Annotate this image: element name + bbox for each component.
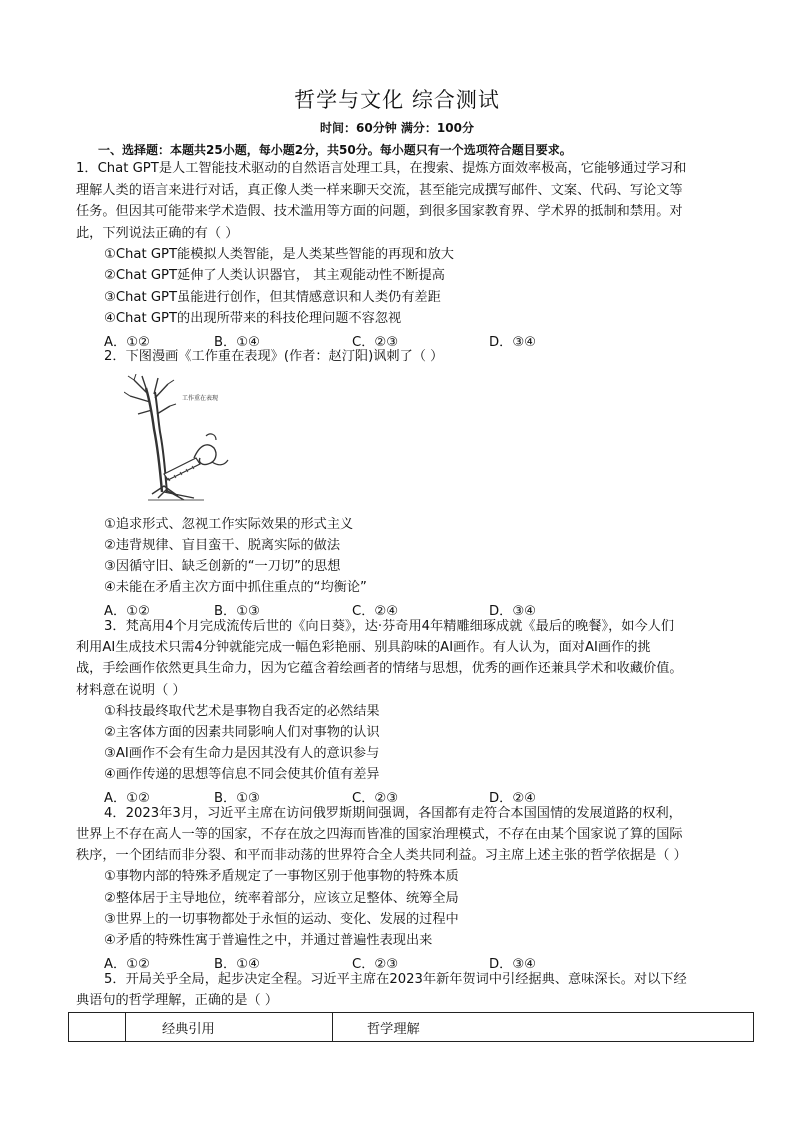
- q3-item: ①科技最终取代艺术是事物自我否定的必然结果: [104, 704, 380, 719]
- section-heading: 一、选择题：本题共25小题，每小题2分，共50分。每小题只有一个选项符合题目要求。: [98, 143, 572, 157]
- table-header-cell: [69, 1013, 126, 1042]
- q4-option-c: C．②③: [352, 957, 399, 972]
- q3-stem-line: 战，手绘画作依然更具生命力，因为它蕴含着绘画者的情绪与思想，优秀的画作还兼具学术和收藏价值。: [76, 661, 683, 676]
- cartoon-drawing: [124, 374, 254, 504]
- q3-stem-line: 利用AI生成技术只需4分钟就能完成一幅色彩艳丽、别具韵味的AI画作。有人认为，面对AI画作的挑: [76, 640, 651, 655]
- q4-stem-line: 秩序，一个团结而非分裂、和平而非动荡的世界符合全人类共同利益。习主席上述主张的哲学依据是（ ）: [76, 848, 687, 863]
- q4-item: ②整体居于主导地位，统率着部分，应该立足整体、统筹全局: [104, 891, 459, 906]
- q1-item: ④Chat GPT的出现所带来的科技伦理问题不容忽视: [104, 311, 402, 326]
- q3-option-b: B．①③: [214, 791, 260, 806]
- q1-stem-line: 任务。但因其可能带来学术造假、技术滥用等方面的问题，到很多国家教育界、学术界的抵制和禁用。对: [76, 204, 683, 219]
- q2-option-a: A．①②: [104, 604, 150, 619]
- table-header-row: [69, 1013, 754, 1042]
- page-title: 哲学与文化 综合测试: [294, 88, 500, 112]
- q3-item: ④画作传递的思想等信息不同会使其价值有差异: [104, 767, 380, 782]
- q2-item: ①追求形式、忽视工作实际效果的形式主义: [104, 517, 354, 532]
- q1-stem-line: 1．Chat GPT是人工智能技术驱动的自然语言处理工具，在搜索、提炼方面效率极高，它能够通过学习和: [76, 161, 687, 176]
- q5-stem-line: 5．开局关乎全局，起步决定全程。习近平主席在2023年新年贺词中引经据典、意味深长。对以下经: [104, 972, 687, 987]
- q4-option-a: A．①②: [104, 957, 150, 972]
- q2-stem: 2．下图漫画《工作重在表现》(作者：赵汀阳)讽刺了（ ）: [104, 349, 444, 364]
- q3-option-d: D．②④: [489, 791, 536, 806]
- q1-item: ①Chat GPT能模拟人类智能，是人类某些智能的再现和放大: [104, 247, 454, 262]
- q3-option-a: A．①②: [104, 791, 150, 806]
- q3-stem-line: 材料意在说明（ ）: [76, 683, 186, 698]
- q3-option-c: C．②③: [352, 791, 399, 806]
- q1-item: ②Chat GPT延伸了人类认识器官， 其主观能动性不断提高: [104, 268, 445, 283]
- q2-option-d: D．③④: [489, 604, 536, 619]
- cartoon-caption: 工作重在表现: [182, 395, 219, 402]
- q4-item: ④矛盾的特殊性寓于普遍性之中，并通过普遍性表现出来: [104, 933, 433, 948]
- q3-item: ③AI画作不会有生命力是因其没有人的意识参与: [104, 746, 380, 761]
- q1-option-a: A．①②: [104, 335, 150, 350]
- q5-table: [68, 1012, 754, 1042]
- q1-option-b: B．①④: [214, 335, 260, 350]
- table-header-cell: 哲学理解: [333, 1013, 754, 1042]
- q2-item: ④未能在矛盾主次方面中抓住重点的“均衡论”: [104, 580, 367, 595]
- q2-item: ②违背规律、盲目蛮干、脱离实际的做法: [104, 538, 341, 553]
- q2-option-b: B．①③: [214, 604, 260, 619]
- q1-stem-line: 此，下列说法正确的有（ ）: [76, 226, 239, 241]
- q4-item: ①事物内部的特殊矛盾规定了一事物区别于他事物的特殊本质: [104, 869, 459, 884]
- q2-item: ③因循守旧、缺乏创新的“一刀切”的思想: [104, 559, 341, 574]
- q1-item: ③Chat GPT虽能进行创作，但其情感意识和人类仍有差距: [104, 290, 441, 305]
- q4-item: ③世界上的一切事物都处于永恒的运动、变化、发展的过程中: [104, 912, 459, 927]
- q4-stem-line: 世界上不存在高人一等的国家，不存在放之四海而皆准的国家治理模式，不存在由某个国家说了算的国际: [76, 827, 683, 842]
- table-header-cell: 经典引用: [126, 1013, 333, 1042]
- q1-option-c: C．②③: [352, 335, 399, 350]
- q5-stem-line: 典语句的哲学理解，正确的是（ ）: [76, 993, 279, 1008]
- q4-option-b: B．①④: [214, 957, 260, 972]
- exam-meta: 时间：60分钟 满分：100分: [320, 121, 474, 135]
- q1-option-d: D．③④: [489, 335, 536, 350]
- q3-stem-line: 3．梵高用4个月完成流传后世的《向日葵》，达·芬奇用4年精雕细琢成就《最后的晚餐》，如今人们: [104, 619, 675, 634]
- q3-item: ②主客体方面的因素共同影响人们对事物的认识: [104, 725, 380, 740]
- cartoon-image: [124, 374, 254, 504]
- q2-option-c: C．②④: [352, 604, 399, 619]
- q4-stem-line: 4．2023年3月，习近平主席在访问俄罗斯期间强调，各国都有走符合本国国情的发展道路的权利，: [104, 806, 682, 821]
- q1-stem-line: 理解人类的语言来进行对话，真正像人类一样来聊天交流，甚至能完成撰写邮件、文案、代码、写论文等: [76, 183, 683, 198]
- q4-option-d: D．③④: [489, 957, 536, 972]
